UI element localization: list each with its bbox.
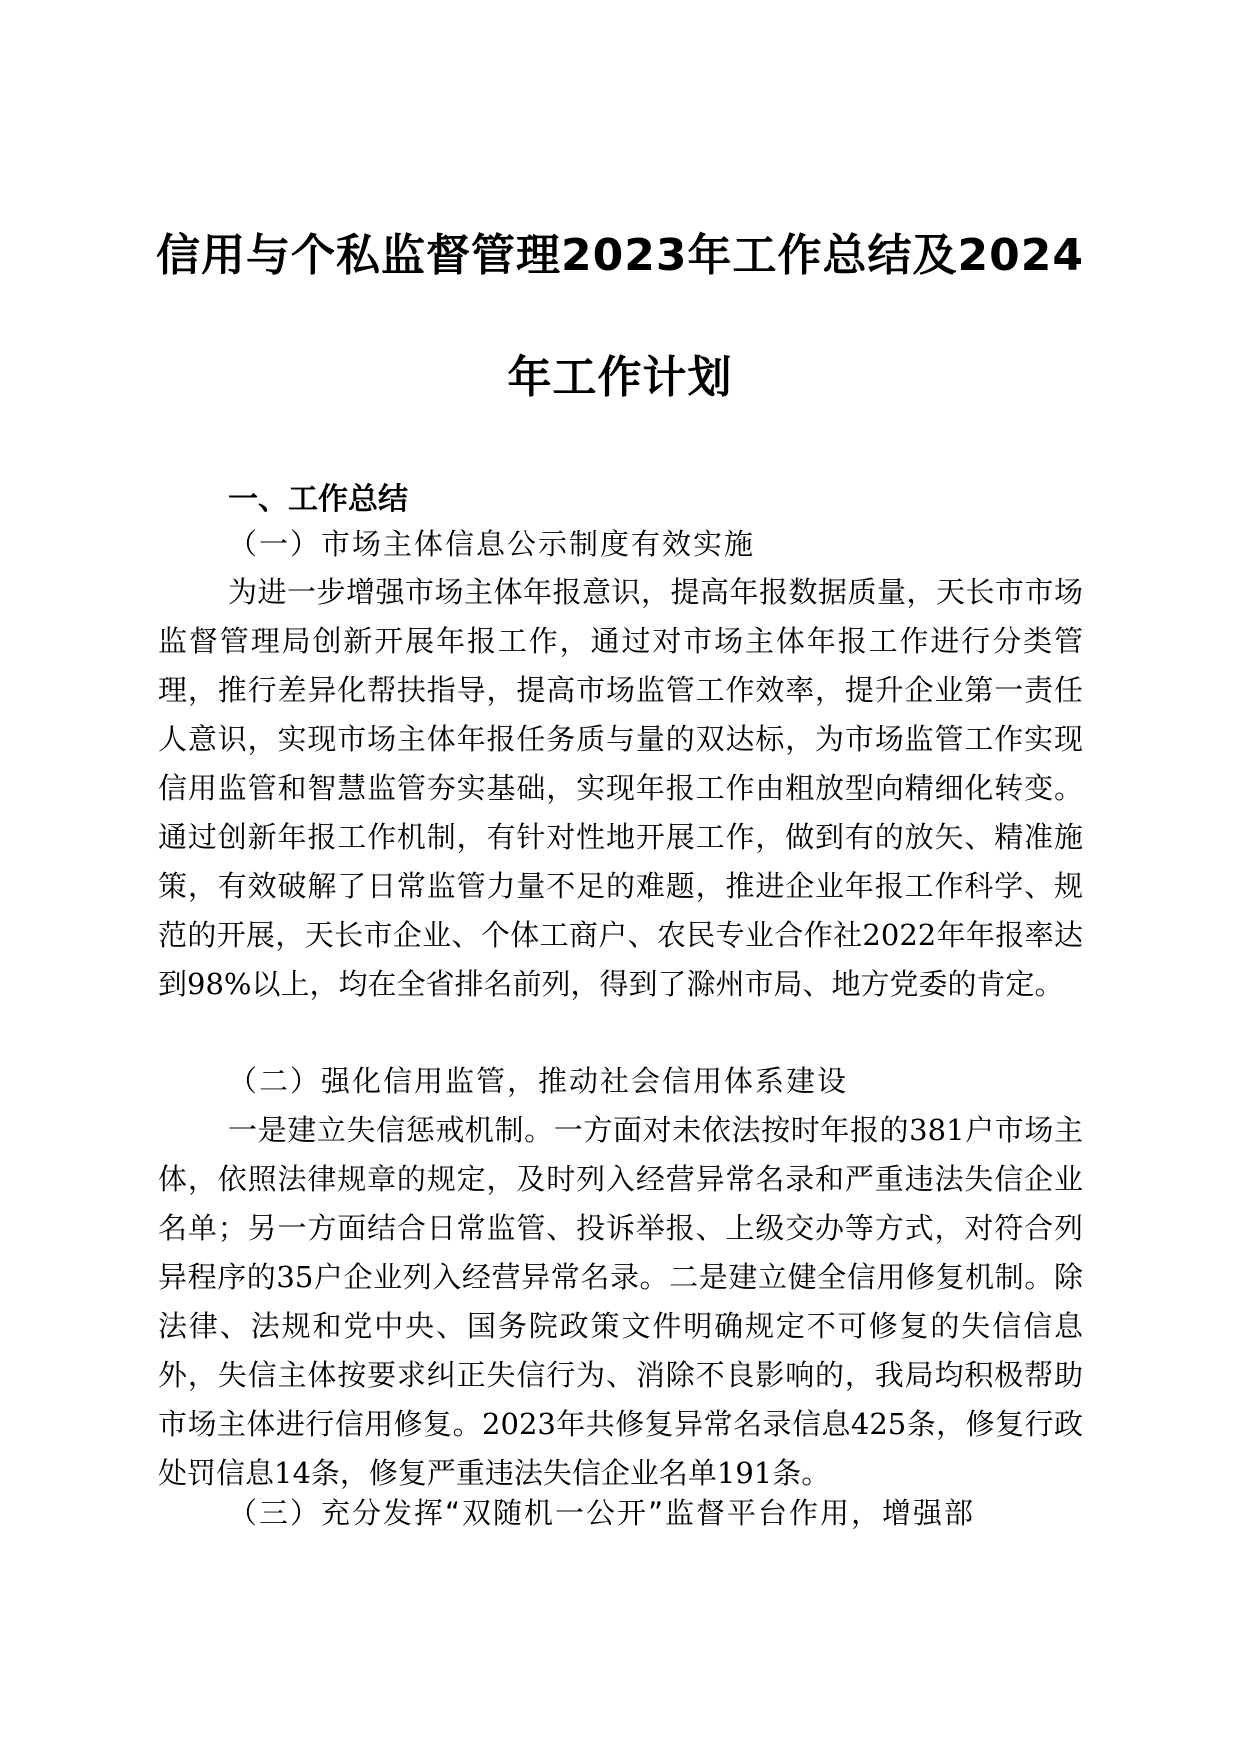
section-heading-work-summary: 一、工作总结	[228, 482, 408, 517]
subsection-heading-2: （二）强化信用监管，推动社会信用体系建设	[228, 1064, 849, 1098]
paragraph-credit-supervision: 一是建立失信惩戒机制。一方面对未依法按时年报的381户市场主体，依照法律规章的规定，及时列入经营异常名录和严重违法失信企业名单；另一方面结合日常监管、投诉举报、上级交办等方式，对符合列异程序的35户企业列入经营异常名录。二是建立健全信用修复机制。除法律、法规和党中央、国务院政策文件明确规定不可修复的失信信息外，失信主体按要求纠正失信行为、消除不良影响的，我局均积极帮助市场主体进行信用修复。2023年共修复异常名录信息425条，修复行政处罚信息14条，修复严重违法失信企业名单191条。	[158, 1113, 1083, 1490]
subsection-heading-1: （一）市场主体信息公示制度有效实施	[228, 527, 756, 561]
document-title-line-2: 年工作计划	[507, 352, 733, 403]
document-title-line-1: 信用与个私监督管理2023年工作总结及2024	[156, 230, 1084, 281]
subsection-heading-3: （三）充分发挥“双随机一公开”监督平台作用，增强部	[228, 1496, 976, 1530]
paragraph-annual-report: 为进一步增强市场主体年报意识，提高年报数据质量，天长市市场监督管理局创新开展年报工作，通过对市场主体年报工作进行分类管理，推行差异化帮扶指导，提高市场监管工作效率，提升企业第一责任人意识，实现市场主体年报任务质与量的双达标，为市场监管工作实现信用监管和智慧监管夯实基础，实现年报工作由粗放型向精细化转变。通过创新年报工作机制，有针对性地开展工作，做到有的放矢、精准施策，有效破解了日常监管力量不足的难题，推进企业年报工作科学、规范的开展，天长市企业、个体工商户、农民专业合作社2022年年报率达到98%以上，均在全省排名前列，得到了滁州市局、地方党委的肯定。	[158, 575, 1083, 1001]
